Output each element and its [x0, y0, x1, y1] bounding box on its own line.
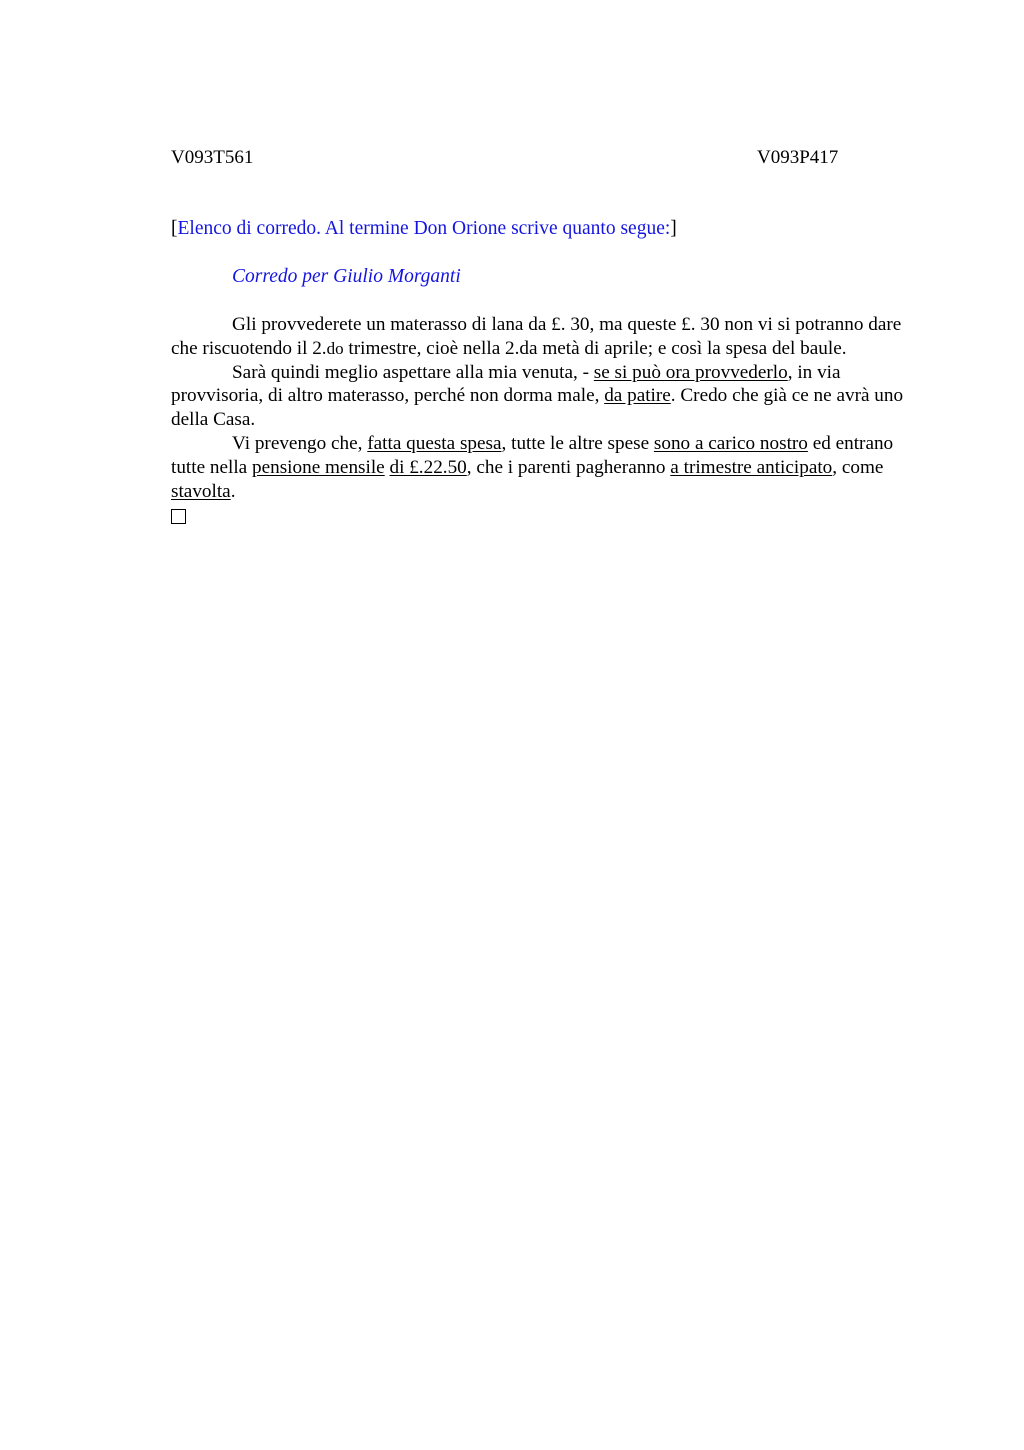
document-code-left: V093T561: [171, 147, 254, 168]
underlined-phrase: se si può ora provvederlo: [593, 361, 788, 383]
paragraph-text: , in via provvisoria, di altro materasso, perché non dorma male,: [171, 361, 841, 407]
paragraph-text: trimestre, cioè nella 2.da metà di aprile; e così la spesa del baule.: [343, 337, 847, 359]
paragraph-text: Vi prevengo che,: [232, 432, 368, 454]
paragraph-text: , che i parenti pagheranno: [466, 456, 671, 478]
paragraph-3: [171, 432, 929, 503]
note-open-bracket: [: [171, 218, 178, 239]
paragraph-text: , tutte le altre spese: [501, 432, 654, 454]
underlined-phrase: di £.22.50: [389, 456, 467, 478]
note-text: Elenco di corredo. Al termine Don Orione scrive quanto segue:: [177, 218, 671, 239]
letter-body: [171, 313, 929, 524]
underlined-phrase: stavolta: [171, 480, 231, 502]
paragraph-text: Gli provvederete un materasso di lana da £. 30, ma queste £. 30 non vi si potranno dare che riscuotendo il 2.: [171, 314, 902, 359]
paragraph-text: Sarà quindi meglio aspettare alla mia venuta, -: [232, 361, 594, 383]
paragraph-2: [171, 361, 929, 432]
note-close-bracket: ]: [670, 218, 677, 239]
letter-subtitle: Corredo per Giulio Morganti: [232, 266, 461, 287]
paragraph-text: .: [230, 480, 236, 502]
paragraph-text: , come: [832, 456, 884, 478]
underlined-phrase: fatta questa spesa: [367, 432, 502, 454]
paragraph-text: . Credo che già ce ne avrà uno della Casa.: [171, 385, 904, 431]
paragraph-1: [171, 313, 929, 361]
underlined-phrase: da patire: [604, 385, 671, 407]
empty-square-icon: [171, 509, 186, 524]
paragraph-text: ed entrano tutte nella: [171, 432, 894, 478]
ordinal-suffix: do: [326, 338, 344, 358]
underlined-phrase: a trimestre anticipato: [670, 456, 833, 478]
underlined-phrase: pensione mensile: [252, 456, 385, 478]
editorial-note: [171, 217, 677, 241]
document-code-right: V093P417: [757, 147, 839, 168]
underlined-phrase: sono a carico nostro: [653, 432, 808, 454]
